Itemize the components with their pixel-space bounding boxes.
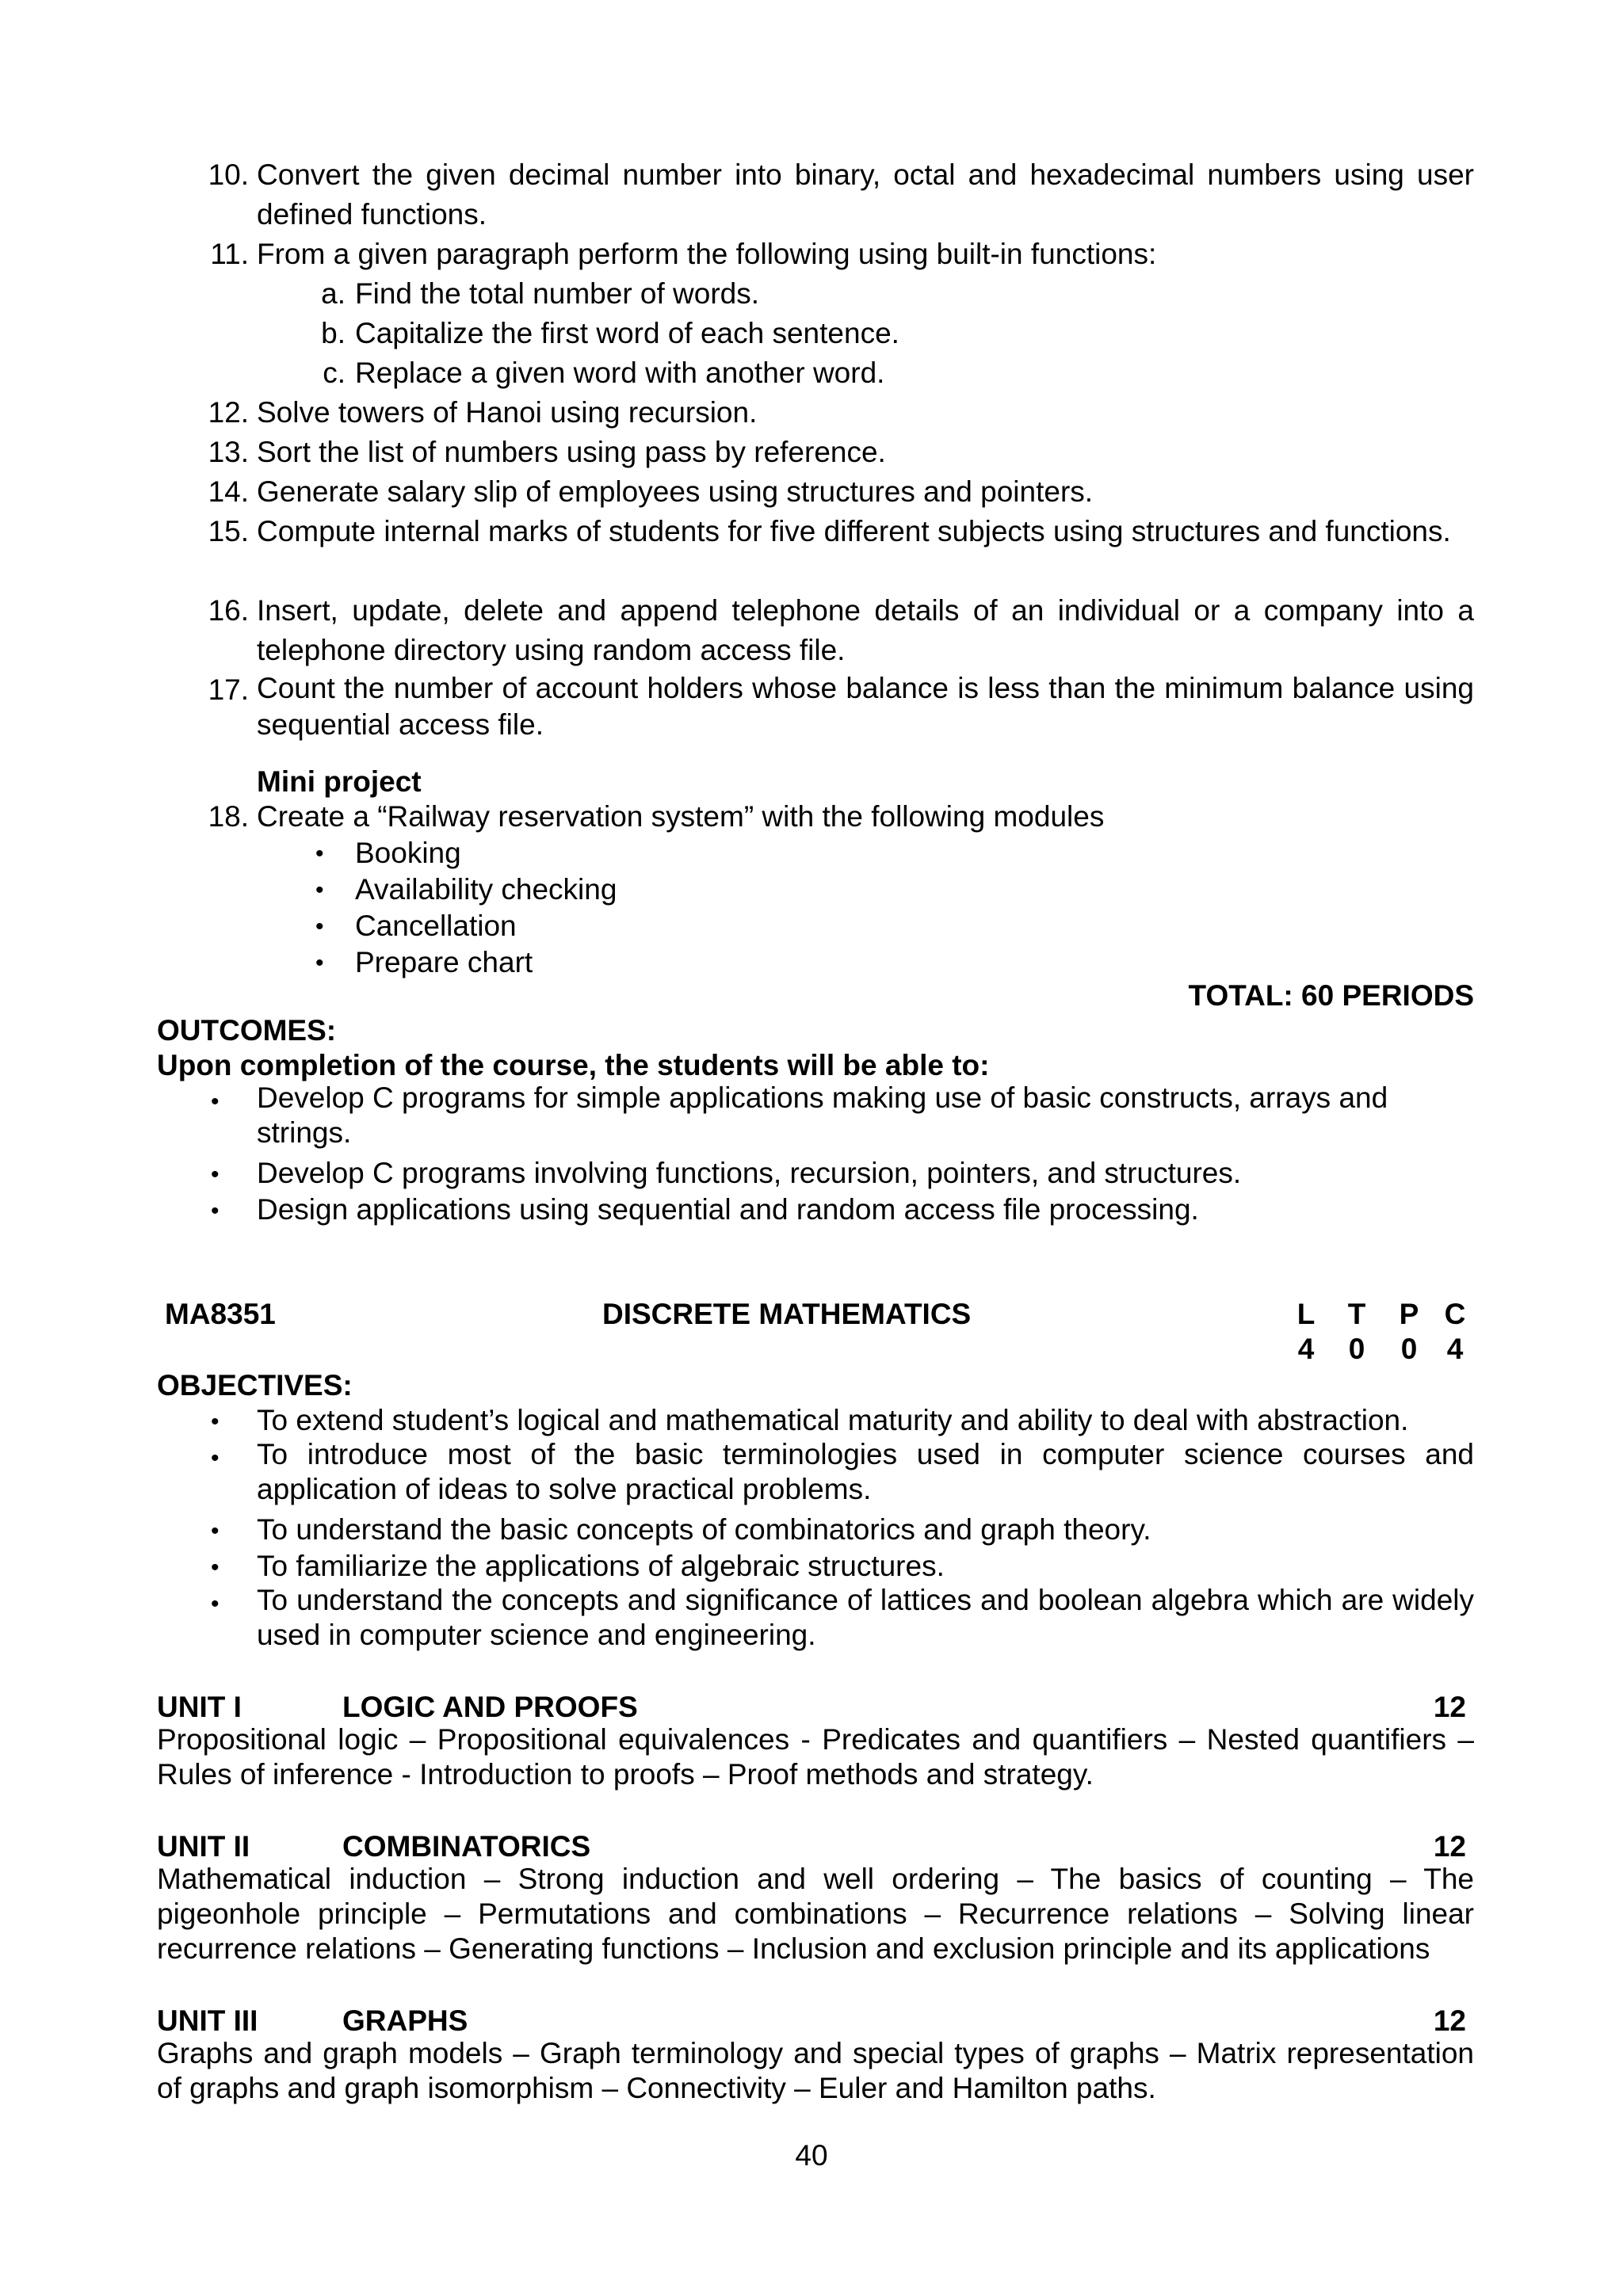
subitem-letter: c.	[323, 357, 346, 389]
subitem-text: Find the total number of words.	[355, 277, 760, 310]
exercise-text: Convert the given decimal number into binary, octal and hexadecimal numbers using user defined functions.	[257, 158, 1474, 231]
ltpc-label-p: P	[1399, 1298, 1419, 1330]
exercise-text: Solve towers of Hanoi using recursion.	[257, 396, 758, 429]
bullet-icon: •	[211, 1554, 220, 1581]
bullet-icon: •	[211, 1089, 220, 1115]
module-item: Cancellation	[355, 910, 517, 942]
subitem-text: Capitalize the first word of each sentence.	[355, 317, 899, 349]
unit-label: UNIT III	[157, 2004, 258, 2037]
outcome-item: Develop C programs involving functions, recursion, pointers, and structures.	[257, 1157, 1242, 1189]
unit-content: Graphs and graph models – Graph terminology and special types of graphs – Matrix representation of graphs and graph isomorphism – Connectivity – Euler and Hamilton paths.	[157, 2037, 1474, 2104]
exercise-number: 13.	[208, 436, 249, 468]
unit-title: COMBINATORICS	[342, 1830, 591, 1863]
exercise-number: 11.	[210, 238, 249, 270]
subitem-text: Replace a given word with another word.	[355, 357, 885, 389]
subitem-letter: b.	[321, 317, 346, 349]
exercise-number: 14.	[208, 475, 249, 508]
ltpc-value-l: 4	[1297, 1333, 1315, 1365]
ltpc-label-l: L	[1296, 1298, 1316, 1330]
exercise-number: 17.	[208, 673, 249, 706]
ltpc-value-p: 0	[1400, 1333, 1418, 1365]
bullet-icon: •	[211, 1591, 220, 1617]
bullet-icon: •	[315, 877, 324, 903]
outcome-item: Develop C programs for simple applications making use of basic constructs, arrays and strings.	[257, 1081, 1388, 1149]
exercise-number: 12.	[208, 396, 249, 429]
exercise-text: Generate salary slip of employees using structures and pointers.	[257, 475, 1094, 508]
objective-item: To understand the basic concepts of combinatorics and graph theory.	[257, 1513, 1151, 1546]
exercise-number: 16.	[208, 594, 249, 627]
exercise-text: Sort the list of numbers using pass by reference.	[257, 436, 886, 468]
exercise-text: Compute internal marks of students for five different subjects using structures and functions.	[257, 515, 1451, 547]
module-item: Availability checking	[355, 873, 617, 906]
bullet-icon: •	[211, 1198, 220, 1224]
bullet-icon: •	[315, 841, 324, 867]
unit-hours: 12	[1433, 1830, 1466, 1863]
outcomes-subheading: Upon completion of the course, the students will be able to:	[157, 1049, 990, 1081]
module-item: Booking	[355, 837, 461, 869]
bullet-icon: •	[211, 1161, 220, 1188]
objective-item: To familiarize the applications of algebraic structures.	[257, 1550, 945, 1582]
page-number: 40	[795, 2139, 828, 2172]
total-periods: TOTAL: 60 PERIODS	[1188, 979, 1474, 1012]
unit-content: Mathematical induction – Strong induction and well ordering – The basics of counting – The pigeonhole principle – Permutations and combinations – Recurrence relations – Solving linear recurrence relations – Generating functions – Inclusion and exclusion principle and its applications	[157, 1863, 1474, 1965]
exercise-text: Insert, update, delete and append telephone details of an individual or a company into a telephone directory using random access file.	[257, 594, 1474, 666]
subitem-letter: a.	[321, 277, 346, 310]
unit-label: UNIT I	[157, 1691, 242, 1723]
unit-title: GRAPHS	[342, 2004, 468, 2037]
ltpc-value-c: 4	[1446, 1333, 1464, 1365]
mini-project-heading: Mini project	[257, 765, 422, 798]
bullet-icon: •	[211, 1409, 220, 1435]
unit-label: UNIT II	[157, 1830, 250, 1863]
unit-title: LOGIC AND PROOFS	[342, 1691, 638, 1723]
objective-item: To extend student’s logical and mathematical maturity and ability to deal with abstraction.	[257, 1404, 1409, 1436]
module-item: Prepare chart	[355, 946, 533, 978]
unit-hours: 12	[1433, 1691, 1466, 1723]
ltpc-value-t: 0	[1348, 1333, 1365, 1365]
outcome-item: Design applications using sequential and random access file processing.	[257, 1193, 1199, 1226]
mini-project-text: Create a “Railway reservation system” with the following modules	[257, 800, 1105, 833]
objectives-heading: OBJECTIVES:	[157, 1369, 353, 1402]
exercise-text: Count the number of account holders whose balance is less than the minimum balance using sequential access file.	[257, 672, 1474, 741]
objective-item: To introduce most of the basic terminologies used in computer science courses and application of ideas to solve practical problems.	[257, 1438, 1474, 1505]
bullet-icon: •	[315, 913, 324, 940]
exercise-number: 10.	[208, 158, 249, 191]
bullet-icon: •	[211, 1445, 220, 1471]
exercise-text: From a given paragraph perform the following using built-in functions:	[257, 238, 1157, 270]
exercise-number: 15.	[208, 515, 249, 547]
objective-item: To understand the concepts and significance of lattices and boolean algebra which are widely used in computer science and engineering.	[257, 1584, 1474, 1651]
unit-content: Propositional logic – Propositional equivalences - Predicates and quantifiers – Nested quantifiers – Rules of inference - Introduction to proofs – Proof methods and strategy.	[157, 1723, 1474, 1791]
ltpc-label-c: C	[1444, 1298, 1466, 1330]
ltpc-label-t: T	[1347, 1298, 1366, 1330]
outcomes-heading: OUTCOMES:	[157, 1014, 337, 1047]
course-title: DISCRETE MATHEMATICS	[602, 1298, 972, 1330]
unit-hours: 12	[1433, 2004, 1466, 2037]
exercise-number: 18.	[208, 800, 249, 833]
bullet-icon: •	[211, 1518, 220, 1544]
bullet-icon: •	[315, 950, 324, 976]
course-code: MA8351	[165, 1298, 276, 1330]
